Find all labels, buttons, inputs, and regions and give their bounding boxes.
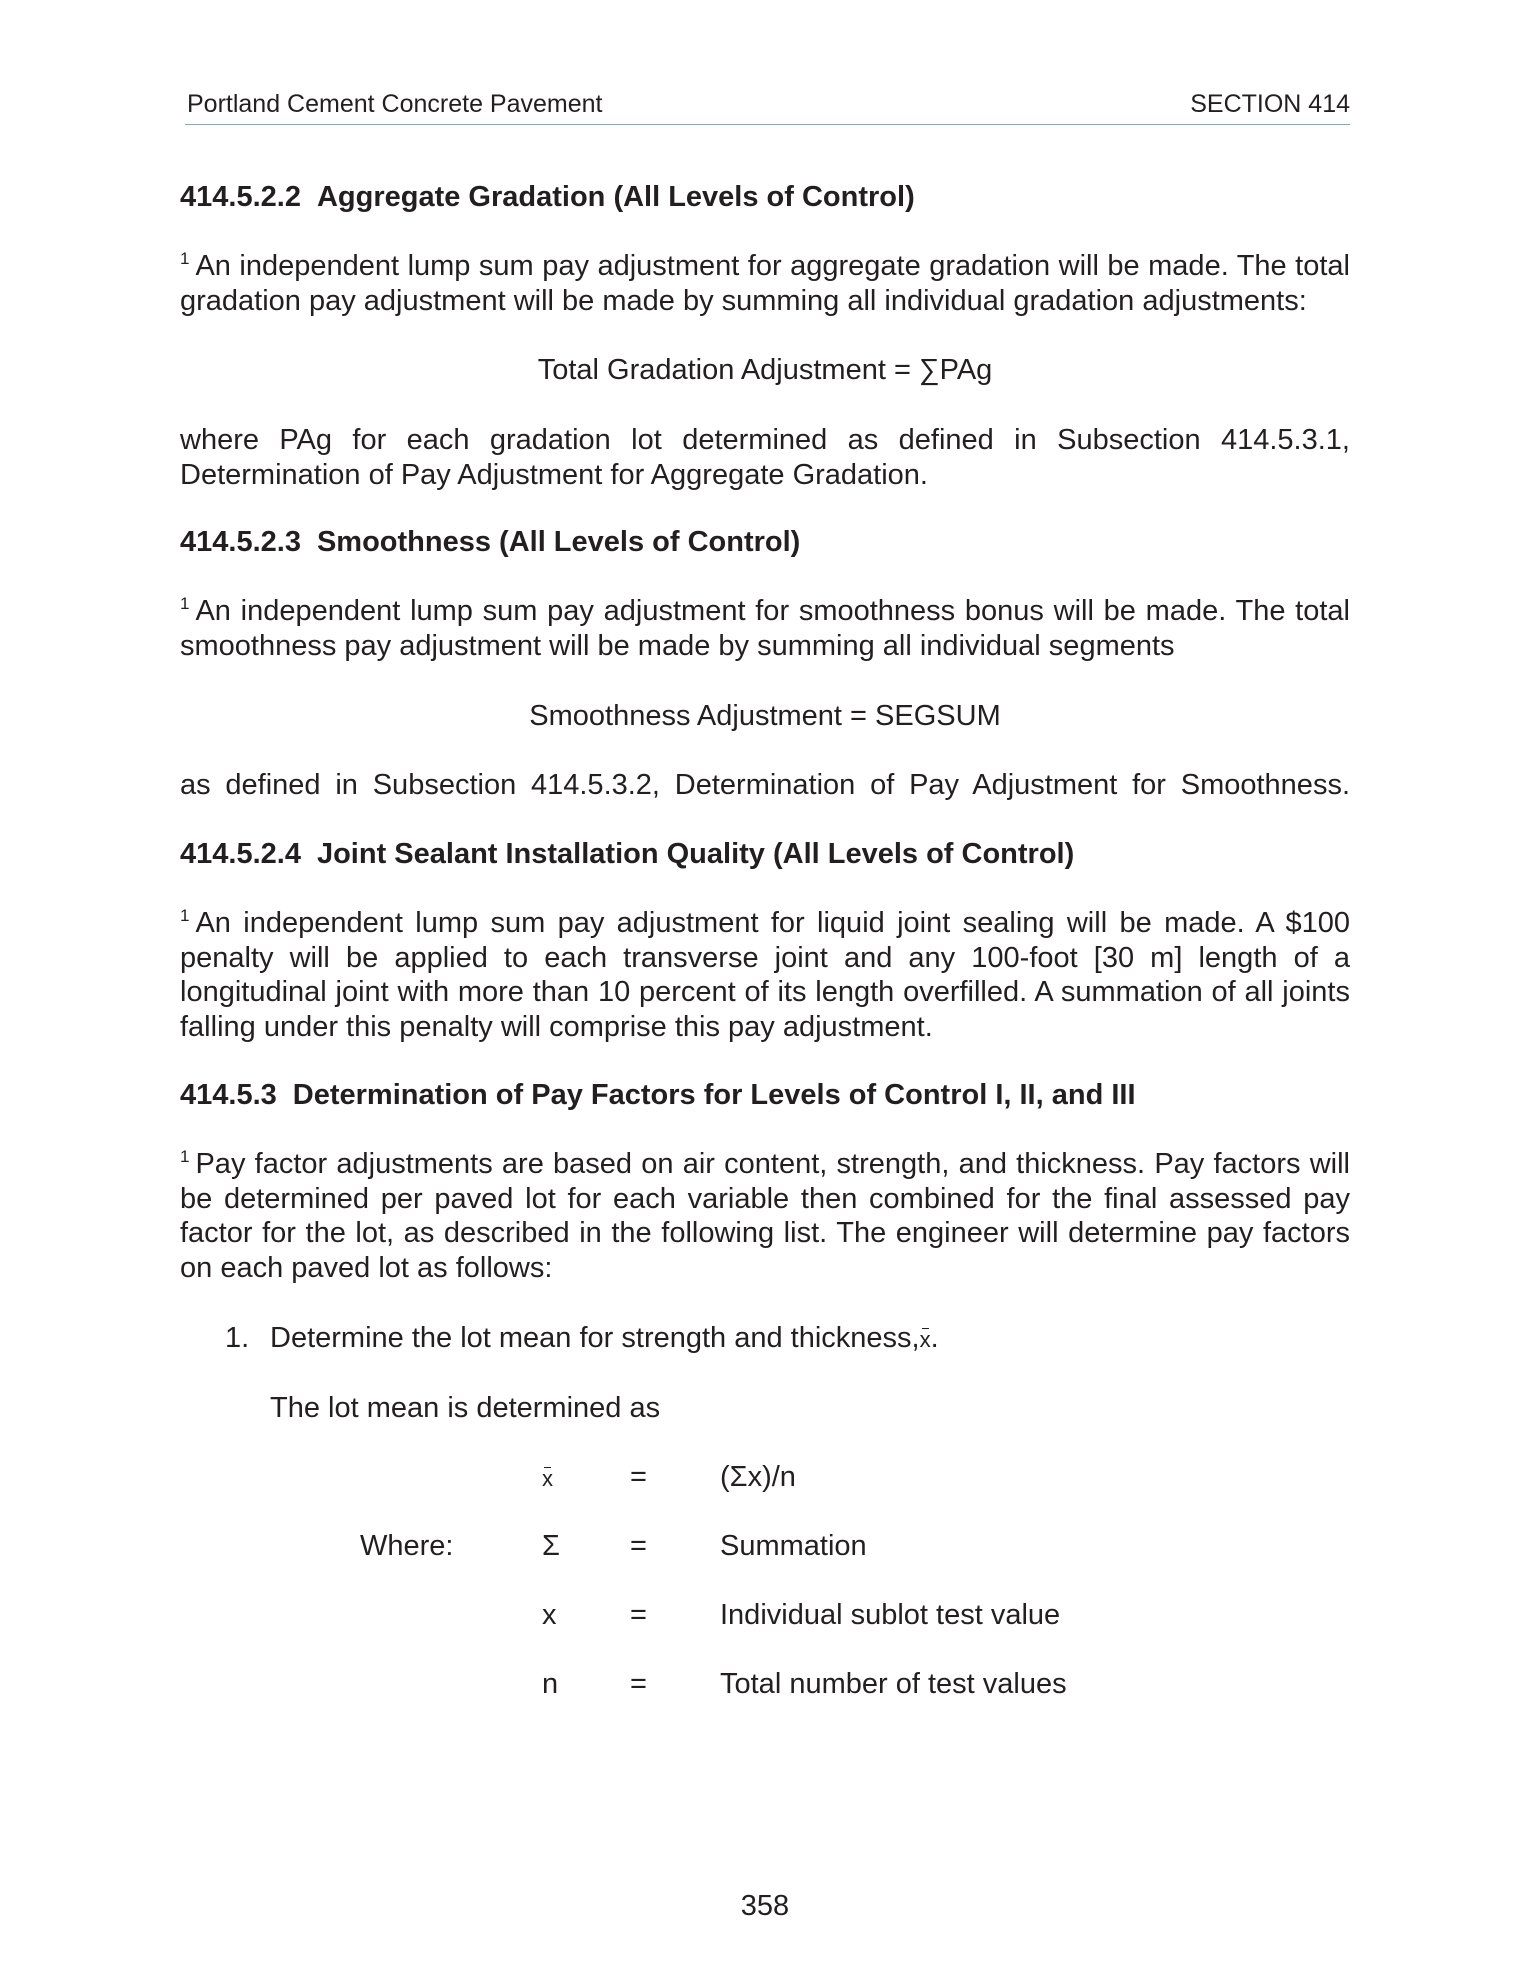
- heading-number: 414.5.2.3: [180, 526, 301, 558]
- lot-mean-intro: The lot mean is determined as: [270, 1392, 661, 1424]
- smoothness-formula: Smoothness Adjustment = SEGSUM: [529, 700, 1001, 732]
- smoothness-defined-paragraph: as defined in Subsection 414.5.3.2, Determination of Pay Adjustment for Smoothness.: [180, 769, 1350, 801]
- page-header: [185, 86, 1350, 125]
- heading-title: Joint Sealant Installation Quality (All Levels of Control): [316, 838, 1075, 870]
- definition-equals: =: [630, 1668, 647, 1700]
- heading-number: 414.5.3: [180, 1079, 277, 1111]
- definition-meaning: (Σx)/n: [720, 1461, 796, 1493]
- definition-symbol-sigma: Σ: [542, 1530, 560, 1562]
- paragraph-text: An independent lump sum pay adjustment for liquid joint sealing will be made. A $100 penalty will be applied to each transverse joint and any 100-foot [30 m] length of a longitudinal joint with more than 10 percent of its length overfilled. A summation of all joints falling under this penalty will comprise this pay adjustment.: [180, 907, 1350, 1043]
- gradation-paragraph: [180, 249, 1350, 318]
- definition-equals: =: [630, 1530, 647, 1562]
- list-number: 1.: [225, 1322, 250, 1354]
- page-number: 358: [740, 1890, 790, 1922]
- paragraph-marker: 1: [180, 906, 190, 925]
- heading-number: 414.5.2.4: [180, 838, 301, 870]
- heading-aggregate-gradation: [180, 180, 1350, 214]
- header-title: Portland Cement Concrete Pavement: [187, 90, 603, 118]
- definition-symbol-x: x: [542, 1599, 557, 1631]
- heading-joint-sealant: [180, 837, 1350, 871]
- paragraph-text: An independent lump sum pay adjustment for smoothness bonus will be made. The total smoothness pay adjustment will be made by summing all individual segments: [180, 595, 1350, 662]
- definition-equals: =: [630, 1599, 647, 1631]
- joint-paragraph: [180, 906, 1350, 1044]
- list-text-end: .: [930, 1322, 939, 1354]
- paragraph-text: Pay factor adjustments are based on air content, strength, and thickness. Pay factors will be determined per paved lot for each variable then combined for the final assessed pay factor for the lot, as described in the following list. The engineer will determine pay factors on each paved lot as follows:: [180, 1148, 1350, 1284]
- smoothness-paragraph: [180, 594, 1350, 663]
- x-bar-symbol: x: [919, 1327, 931, 1352]
- definition-meaning: Individual sublot test value: [720, 1599, 1061, 1631]
- list-item-1-text: [270, 1321, 939, 1355]
- heading-number: 414.5.2.2: [180, 181, 301, 213]
- header-section: SECTION 414: [1190, 90, 1350, 118]
- definition-meaning: Total number of test values: [720, 1668, 1067, 1700]
- paragraph-marker: 1: [180, 249, 190, 268]
- list-text: Determine the lot mean for strength and thickness,: [270, 1322, 920, 1354]
- definition-symbol-n: n: [542, 1668, 559, 1700]
- gradation-formula: Total Gradation Adjustment = ∑PAg: [537, 354, 993, 386]
- paragraph-text: An independent lump sum pay adjustment for aggregate gradation will be made. The total gradation pay adjustment will be made by summing all individual gradation adjustments:: [180, 250, 1350, 317]
- definition-symbol-xbar: x: [542, 1466, 553, 1491]
- definition-meaning: Summation: [720, 1530, 867, 1562]
- gradation-where-paragraph: where PAg for each gradation lot determined as defined in Subsection 414.5.3.1, Determination of Pay Adjustment for Aggregate Gradation.: [180, 424, 1350, 491]
- pay-factors-paragraph: [180, 1147, 1350, 1285]
- where-label: Where:: [360, 1530, 454, 1562]
- paragraph-marker: 1: [180, 1147, 190, 1166]
- heading-title: Aggregate Gradation (All Levels of Control): [316, 181, 915, 213]
- heading-title: Determination of Pay Factors for Levels of Control I, II, and III: [292, 1079, 1136, 1111]
- paragraph-marker: 1: [180, 594, 190, 613]
- heading-smoothness: [180, 525, 1350, 559]
- heading-pay-factors: [180, 1078, 1350, 1112]
- list-item-1: [225, 1321, 249, 1355]
- definition-equals: =: [630, 1461, 647, 1493]
- heading-title: Smoothness (All Levels of Control): [316, 526, 801, 558]
